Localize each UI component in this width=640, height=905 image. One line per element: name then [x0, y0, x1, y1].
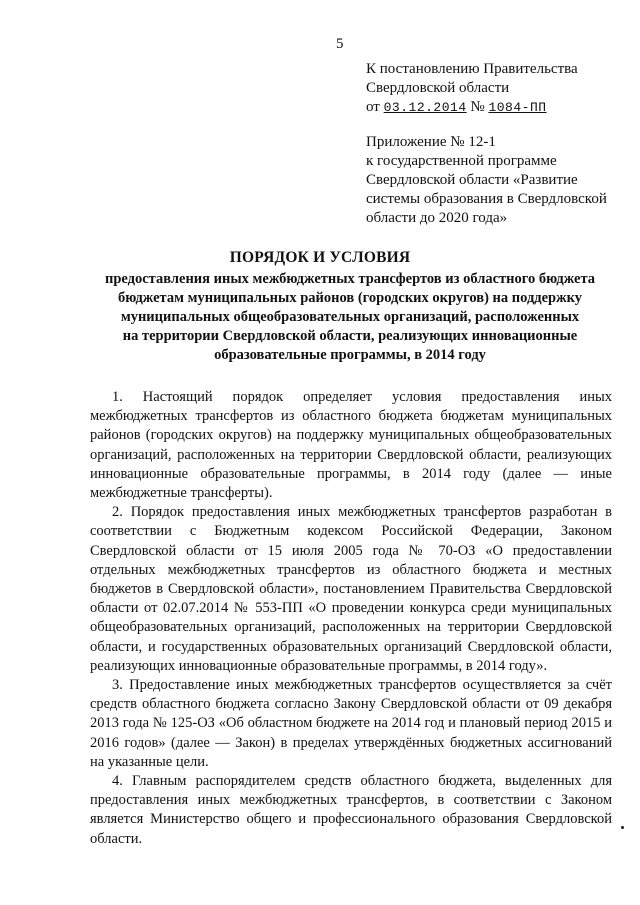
appendix-line-2: к государственной программе: [366, 153, 557, 169]
appendix-line-4: системы образования в Свердловской: [366, 191, 607, 207]
appendix-line-3: Свердловской области «Развитие: [366, 172, 578, 188]
date-prefix: от: [366, 99, 380, 115]
paragraph-3: 3. Предоставление иных межбюджетных трансфертов осуществляется за счёт средств областного бюджета согласно Закону Свердловской области от 09 декабря 2013 года № 125-ОЗ «Об областном бюджете на 2014 год и плановый период 2015 и 2016 годов» (далее — Закон) в пределах утверждённых бюджетных ассигнований на указанные цели.: [90, 677, 612, 770]
paragraph-4: 4. Главным распорядителем средств областного бюджета, выделенных для предоставления иных межбюджетных трансфертов, в соответствии с Законом является Министерство общего и профессионального образования Свердловской области.: [90, 773, 612, 847]
decree-line-1: К постановлению Правительства: [366, 61, 578, 77]
appendix-line-5: области до 2020 года»: [366, 210, 508, 226]
paragraph-1: 1. Настоящий порядок определяет условия предоставления иных межбюджетных трансфертов из областного бюджета бюджетам муниципальных районов (городских округов) на поддержку муниципальных общеобразовательных организаций, расположенных на территории Свердловской области, реализующих инновационные образовательные программы, в 2014 году (далее — иные межбюджетные трансферты).: [90, 389, 612, 502]
subtitle-line: на территории Свердловской области, реализующих инновационные: [122, 328, 578, 344]
subtitle-line: предоставления иных межбюджетных трансфертов из областного бюджета: [105, 271, 595, 287]
document-subtitle: [90, 270, 610, 365]
subtitle-line: муниципальных общеобразовательных организаций, расположенных: [120, 309, 580, 325]
subtitle-line: образовательные программы, в 2014 году: [214, 347, 486, 363]
appendix-line-1: Приложение № 12-1: [366, 134, 496, 150]
date-value: 03.12.2014: [383, 100, 467, 115]
document-title: ПОРЯДОК И УСЛОВИЯ: [229, 249, 411, 266]
number-value: 1084-ПП: [488, 100, 547, 115]
document-body: [90, 388, 612, 849]
decree-line-2: Свердловской области: [366, 80, 510, 96]
subtitle-line: бюджетам муниципальных районов (городских округов) на поддержку: [117, 290, 583, 306]
number-prefix: №: [470, 99, 485, 115]
decree-reference: [366, 60, 626, 117]
decree-date-line: [366, 98, 626, 117]
page-number: 5: [336, 36, 344, 52]
appendix-block: [366, 133, 626, 228]
paragraph-2: 2. Порядок предоставления иных межбюджетных трансфертов разработан в соответствии с Бюджетным кодексом Российской Федерации, Законом Свердловской области от 15 июля 2005 года № 70-ОЗ «О предоставлении отдельных межбюджетных трансфертов из областного бюджета и местных бюджетов в Свердловской области», постановлением Правительства Свердловской области от 02.07.2014 № 553-ПП «О проведении конкурса среди муниципальных общеобразовательных организаций, расположенных на территории Свердловской области, и государственных образовательных организаций Свердловской области, реализующих инновационные образовательные программы, в 2014 году».: [90, 504, 612, 674]
scan-speck: [621, 826, 624, 829]
